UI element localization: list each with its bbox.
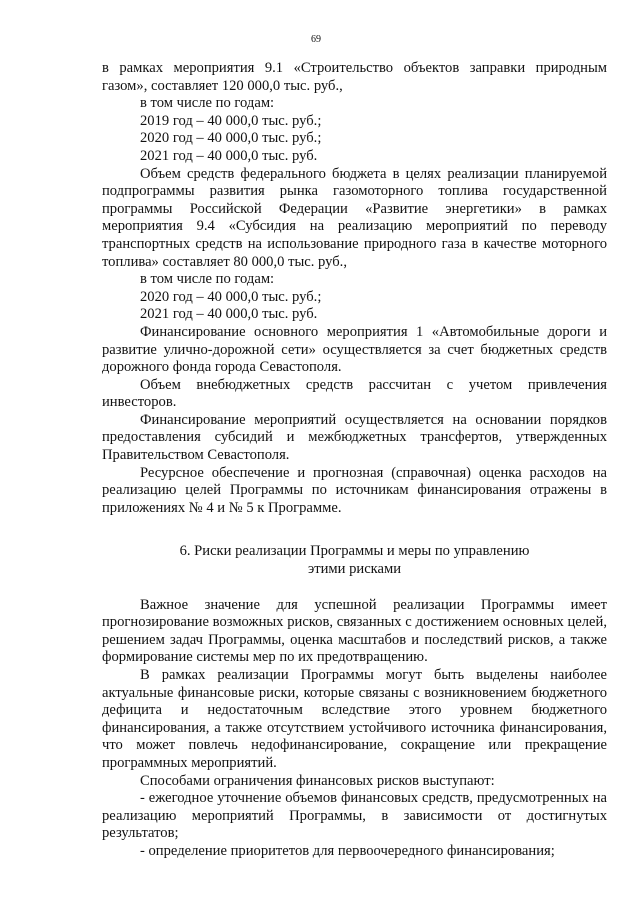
paragraph: Способами ограничения финансовых рисков выступают: [140,772,495,789]
paragraph: В рамках реализации Программы могут быть выделены наиболее актуальные финансовые риски, которые связаны с возникновением бюджетного дефицита и недостаточным вследствие этого уровнем бюджетного финансирования, а также отсутствием устойчивого источника финансирования, что может повлечь недофинансирование, сокращение или прекращение программных мероприятий. [102,667,607,771]
text-line: 2021 год – 40 000,0 тыс. руб. [140,147,318,164]
section-text [102,597,607,861]
paragraph: Объем средств федерального бюджета в целях реализации планируемой подпрограммы развития рынка газомоторного топлива государственной программы Российской Федерации «Развитие энергетики» в рамках мероприятия 9.4 «Субсидия на реализацию мероприятий по переводу транспортных средств на использование природного газа в качестве моторного топлива» составляет 80 000,0 тыс. руб., [102,165,607,270]
text-line: в том числе по годам: [140,271,275,288]
pre-section-text [102,60,607,517]
heading-spacer [102,579,607,597]
text-line: 2020 год – 40 000,0 тыс. руб.; [140,130,322,147]
section-heading-line-2: этими рисками [307,561,402,578]
text-line: 2020 год – 40 000,0 тыс. руб.; [140,288,322,305]
paragraph: Финансирование мероприятий осуществляется на основании порядков предоставления субсидий и межбюджетных трансфертов, утвержденных Правительством Севастополя. [102,411,607,464]
text-line: в том числе по годам: [140,95,275,112]
paragraph: - определение приоритетов для первоочередного финансирования; [140,842,555,859]
paragraph: Финансирование основного мероприятия 1 «Автомобильные дороги и развитие улично-дорожной сети» осуществляется за счет бюджетных средств дорожного фонда города Севастополя. [102,323,607,376]
paragraph: в рамках мероприятия 9.1 «Строительство объектов заправки природным газом», составляет 120 000,0 тыс. руб., [102,60,607,94]
paragraph: Важное значение для успешной реализации Программы имеет прогнозирование возможных рисков, связанных с достижением основных целей, решением задач Программы, оценка масштабов и последствий рисков, а также формирование системы мер по их предотвращению. [102,596,607,666]
section-heading-line-1: 6. Риски реализации Программы и меры по управлению [179,543,530,560]
text-line: 2019 год – 40 000,0 тыс. руб.; [140,112,322,129]
section-heading [102,543,607,578]
paragraph: Ресурсное обеспечение и прогнозная (справочная) оценка расходов на реализацию целей Программы по источникам финансирования отражены в приложениях № 4 и № 5 к Программе. [102,464,607,516]
document-body [102,60,607,861]
paragraph: - ежегодное уточнение объемов финансовых средств, предусмотренных на реализацию мероприятий Программы, в зависимости от достигнутых результатов; [102,790,607,842]
paragraph: Объем внебюджетных средств рассчитан с учетом привлечения инвесторов. [102,376,607,411]
page-number: 69 [311,34,321,45]
text-line: 2021 год – 40 000,0 тыс. руб. [140,306,318,323]
